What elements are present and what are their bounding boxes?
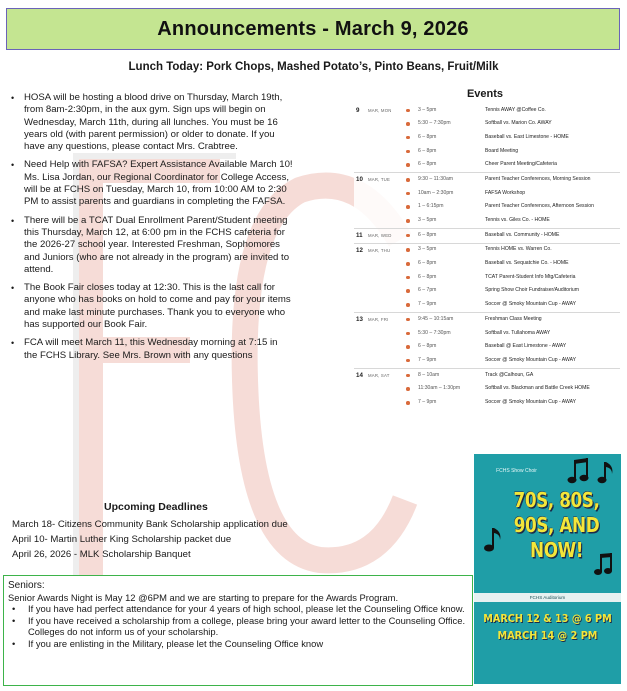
event-time: 11:30am – 1:30pm bbox=[418, 385, 461, 392]
bullet-icon: • bbox=[11, 160, 15, 171]
event-day bbox=[354, 244, 620, 313]
announcement-text: There will be a TCAT Dual Enrollment Parent/Student meeting this Thursday, March 12, at 6:00 pm in the FCHS cafeteria for the 2026-27 school year. Interested Freshman, Sophomores and Juniors (who are not already in the program) are invited to attend. bbox=[24, 214, 290, 275]
page-title: Announcements - March 9, 2026 bbox=[157, 17, 469, 40]
seniors-item-text: If you have received a scholarship from a college, please bring your award letter to the Counseling Office. Colleges do not inform us of your scholarship. bbox=[28, 614, 466, 638]
event-title: Baseball vs. Sequatchie Co. - HOME bbox=[485, 260, 569, 267]
announcement-item bbox=[8, 92, 293, 153]
event-dot-icon bbox=[406, 276, 410, 280]
event-dot-icon bbox=[406, 345, 410, 349]
event-row bbox=[354, 215, 620, 229]
header-banner bbox=[6, 8, 620, 50]
poster-date: MARCH 14 @ 2 PM bbox=[497, 629, 598, 642]
music-notes-icon bbox=[566, 456, 618, 488]
events-title: Events bbox=[466, 88, 504, 100]
day-number: 13 bbox=[356, 316, 363, 324]
event-time: 6 – 8pm bbox=[418, 147, 437, 154]
seniors-item bbox=[8, 638, 468, 650]
music-note-icon bbox=[480, 526, 504, 554]
bullet-icon: • bbox=[11, 338, 15, 349]
event-row bbox=[354, 104, 620, 118]
event-dot-icon bbox=[406, 289, 410, 293]
event-title: Tennis vs. Giles Co. - HOME bbox=[485, 217, 550, 223]
announcement-item bbox=[8, 337, 293, 362]
deadline-item: April 26, 2026 - MLK Scholarship Banquet bbox=[12, 549, 191, 560]
event-row bbox=[354, 118, 620, 132]
day-weekday: MAR, SAT bbox=[368, 373, 390, 379]
day-weekday: MAR, TUE bbox=[368, 177, 391, 183]
event-title: Softball vs. Tullahoma AWAY bbox=[485, 329, 551, 336]
event-time: 6 – 8pm bbox=[418, 273, 437, 280]
event-row bbox=[354, 396, 620, 410]
event-time: 10am – 2:30pm bbox=[418, 189, 454, 196]
day-number: 14 bbox=[356, 372, 363, 380]
event-dot-icon bbox=[406, 303, 410, 307]
event-title: Cheer Parent Meeting/Cafeteria bbox=[485, 161, 557, 168]
event-time: 8 – 10am bbox=[418, 371, 440, 378]
seniors-item bbox=[8, 603, 468, 615]
event-day bbox=[354, 229, 620, 244]
event-row bbox=[354, 354, 620, 368]
event-row bbox=[354, 369, 620, 383]
event-dot-icon bbox=[406, 122, 410, 126]
event-dot-icon bbox=[406, 219, 410, 223]
event-row bbox=[354, 244, 620, 258]
event-time: 6 – 8pm bbox=[418, 161, 437, 168]
announcement-text: Need Help with FAFSA? Expert Assistance Available March 10! Ms. Lisa Jordan, our Regional Coordinator for College Access, will be at FCHS on Tuesday, March 10, from 10:00 AM to 2:30 PM to assist parents and guardians in completing the FAFSA. bbox=[24, 159, 293, 208]
event-title: Parent Teacher Conferences, Afternoon Session bbox=[485, 203, 594, 210]
events-calendar bbox=[354, 104, 620, 436]
event-title: Soccer @ Smoky Mountain Cup - AWAY bbox=[485, 301, 577, 308]
event-title: Soccer @ Smoky Mountain Cup - AWAY bbox=[485, 356, 577, 363]
poster-line: 90S, AND bbox=[513, 513, 600, 537]
event-day bbox=[354, 104, 620, 173]
day-number: 10 bbox=[356, 176, 363, 184]
event-title: Parent Teacher Conferences, Morning Session bbox=[485, 175, 591, 182]
day-weekday: MAR, MON bbox=[368, 108, 392, 113]
event-dot-icon bbox=[406, 359, 410, 363]
event-title: Softball vs. Marion Co. AWAY bbox=[485, 120, 552, 127]
bullet-icon: • bbox=[12, 603, 16, 615]
event-day bbox=[354, 173, 620, 229]
announcement-item bbox=[8, 282, 293, 331]
event-row bbox=[354, 145, 620, 159]
event-dot-icon bbox=[406, 248, 410, 252]
event-row bbox=[354, 383, 620, 397]
event-title: Baseball @ East Limestone - AWAY bbox=[485, 343, 567, 350]
event-title: Freshman Class Meeting bbox=[485, 315, 542, 322]
event-dot-icon bbox=[406, 136, 410, 140]
event-title: Track @Calhoun, GA bbox=[485, 371, 534, 378]
bullet-icon: • bbox=[11, 93, 15, 103]
event-title: Board Meeting bbox=[485, 147, 519, 154]
lunch-menu: Lunch Today: Pork Chops, Mashed Potato’s, Pinto Beans, Fruit/Milk bbox=[128, 61, 499, 73]
event-dot-icon bbox=[406, 387, 410, 391]
event-time: 7 – 9pm bbox=[418, 356, 437, 363]
event-row bbox=[354, 159, 620, 173]
event-title: Baseball vs. East Limestone - HOME bbox=[485, 133, 569, 140]
event-row bbox=[354, 327, 620, 341]
day-number: 9 bbox=[356, 107, 360, 114]
event-dot-icon bbox=[406, 332, 410, 336]
event-title: Soccer @ Smoky Mountain Cup - AWAY bbox=[485, 398, 577, 405]
event-dot-icon bbox=[406, 401, 410, 405]
event-title: Baseball vs. Community - HOME bbox=[485, 231, 560, 238]
announcement-item bbox=[8, 159, 293, 208]
event-time: 9:45 – 10:15am bbox=[418, 315, 454, 322]
deadline-item: March 18- Citizens Community Bank Scholarship application due bbox=[12, 519, 288, 530]
day-number: 12 bbox=[356, 246, 363, 254]
seniors-list bbox=[8, 603, 468, 649]
event-time: 6 – 7pm bbox=[418, 287, 437, 294]
poster-venue: FCHS Auditorium bbox=[529, 595, 566, 600]
event-time: 6 – 8pm bbox=[418, 343, 437, 350]
event-time: 9:30 – 11:30am bbox=[418, 175, 454, 182]
seniors-item bbox=[8, 615, 468, 638]
bullet-icon: • bbox=[12, 637, 16, 649]
event-row bbox=[354, 173, 620, 187]
event-title: Softball vs. Blackman and Battle Creek HOME bbox=[485, 385, 590, 392]
event-dot-icon bbox=[406, 163, 410, 167]
seniors-heading: Seniors: bbox=[8, 580, 45, 591]
event-row bbox=[354, 285, 620, 299]
poster-subtitle: FCHS Show Choir bbox=[496, 468, 537, 474]
bullet-icon: • bbox=[12, 614, 16, 626]
bullet-icon: • bbox=[11, 215, 15, 226]
event-row bbox=[354, 131, 620, 145]
day-number: 11 bbox=[356, 232, 363, 240]
event-time: 6 – 8pm bbox=[418, 260, 437, 267]
event-row bbox=[354, 271, 620, 285]
event-dot-icon bbox=[406, 205, 410, 209]
event-time: 6 – 8pm bbox=[418, 231, 437, 238]
show-choir-poster bbox=[474, 454, 621, 684]
event-day bbox=[354, 369, 620, 410]
event-row bbox=[354, 313, 620, 327]
event-dot-icon bbox=[406, 178, 410, 182]
event-dot-icon bbox=[406, 318, 410, 322]
event-dot-icon bbox=[406, 262, 410, 266]
event-row bbox=[354, 201, 620, 215]
event-dot-icon bbox=[406, 374, 410, 378]
day-weekday: MAR, FRI bbox=[368, 317, 389, 323]
day-weekday: MAR, THU bbox=[368, 247, 391, 253]
event-day bbox=[354, 313, 620, 369]
deadline-item: April 10- Martin Luther King Scholarship packet due bbox=[12, 534, 232, 545]
announcement-text: HOSA will be hosting a blood drive on Thursday, March 19th, from 8am-2:30pm, in the aux gym. Sign ups will begin on Wednesday, March 11th, during all lunches. You must be 16 years old (with parent permission) or older to donate. If you have any questions, please contact Mrs. Crabtree. bbox=[24, 92, 283, 153]
event-time: 3 – 5pm bbox=[418, 106, 437, 113]
event-time: 7 – 9pm bbox=[418, 398, 437, 405]
event-dot-icon bbox=[406, 192, 410, 196]
announcement-text: FCA will meet March 11, this Wednesday morning at 7:15 in the FCHS Library. See Mrs. Brown with any questions bbox=[24, 337, 278, 361]
event-row bbox=[354, 341, 620, 355]
event-time: 5:30 – 7:30pm bbox=[418, 120, 451, 127]
announcement-text: The Book Fair closes today at 12:30. This is the last call for anyone who has books on hold to come and pay for your items and make last minute purchases. Thank you to everyone who has supported our Book Fair. bbox=[24, 282, 291, 331]
event-title: Spring Show Choir Fundraiser/Auditorium bbox=[485, 287, 579, 294]
poster-headline bbox=[505, 488, 608, 563]
event-row bbox=[354, 229, 620, 243]
event-dot-icon bbox=[406, 234, 410, 238]
deadlines-title: Upcoming Deadlines bbox=[104, 501, 208, 513]
event-title: Tennis HOME vs. Warren Co. bbox=[485, 246, 552, 253]
deadlines-list bbox=[12, 517, 288, 562]
event-time: 5:30 – 7:30pm bbox=[418, 329, 451, 336]
poster-line: 70S, 80S, bbox=[513, 488, 600, 512]
event-title: TCAT Parent-Student Info Mtg/Cafeteria bbox=[485, 273, 576, 280]
event-row bbox=[354, 187, 620, 201]
event-title: Tennis AWAY @Coffee Co. bbox=[485, 106, 546, 113]
event-time: 3 – 5pm bbox=[418, 217, 437, 223]
bullet-icon: • bbox=[11, 283, 15, 294]
event-time: 3 – 5pm bbox=[418, 246, 437, 253]
event-dot-icon bbox=[406, 150, 410, 154]
announcement-list bbox=[8, 92, 293, 368]
announcement-item bbox=[8, 215, 293, 276]
event-title: FAFSA Workshop bbox=[485, 189, 526, 196]
event-row bbox=[354, 299, 620, 313]
seniors-box bbox=[3, 575, 473, 686]
seniors-item-text: If you are enlisting in the Military, please let the Counseling Office know bbox=[28, 637, 324, 649]
event-dot-icon bbox=[406, 109, 410, 113]
event-time: 1 – 6:15pm bbox=[418, 203, 444, 210]
day-weekday: MAR, WED bbox=[368, 233, 392, 239]
event-row bbox=[354, 258, 620, 272]
seniors-intro: Senior Awards Night is May 12 @6PM and we are starting to prepare for the Awards Program. bbox=[8, 591, 399, 603]
poster-line: NOW! bbox=[530, 538, 583, 562]
event-time: 7 – 9pm bbox=[418, 301, 437, 308]
event-time: 6 – 8pm bbox=[418, 133, 437, 140]
poster-date: MARCH 12 & 13 @ 6 PM bbox=[483, 612, 612, 625]
seniors-item-text: If you have had perfect attendance for your 4 years of high school, please let the Counseling Office know. bbox=[28, 603, 465, 615]
